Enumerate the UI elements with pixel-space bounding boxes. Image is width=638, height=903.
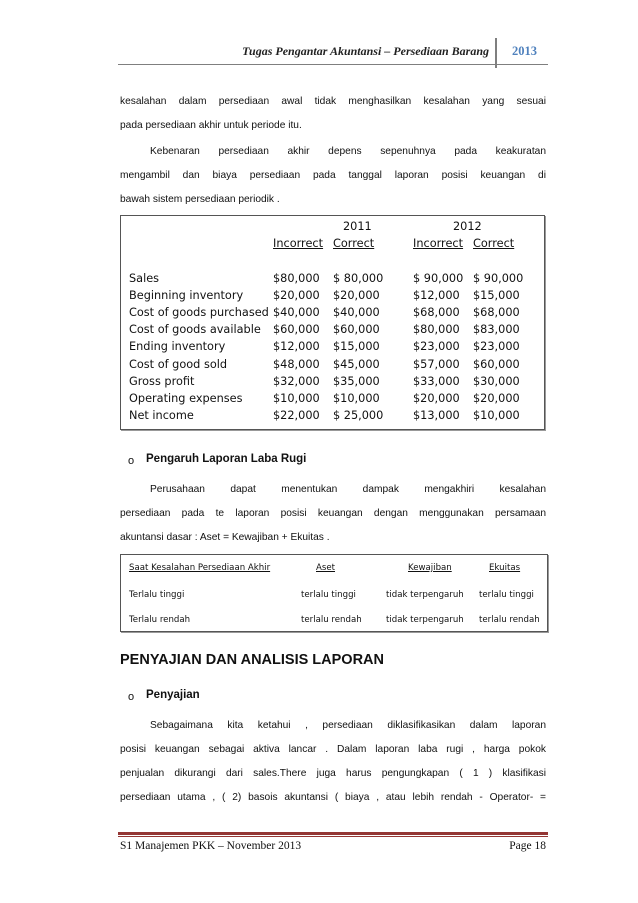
- year-2011: 2011: [343, 220, 372, 233]
- paragraph-1: [120, 90, 546, 138]
- text-line: mengambil dan biaya persediaan pada tanggal laporan posisi keuangan di: [120, 170, 546, 181]
- row-value: $35,000: [333, 374, 380, 388]
- row-value: $ 90,000: [473, 272, 524, 285]
- row-value: $10,000: [333, 391, 380, 405]
- text-line: posisi keuangan sebagai aktiva lancar . Dalam laporan laba rugi , harga pokok: [120, 744, 546, 755]
- row-value: $20,000: [413, 391, 460, 405]
- row-value: $68,000: [473, 306, 520, 320]
- text-line: Perusahaan dapat menentukan dampak mengakhiri kesalahan: [150, 484, 546, 495]
- row-label: Cost of goods purchased: [129, 306, 269, 320]
- row-value: $40,000: [333, 306, 380, 320]
- text-line: kesalahan dalam persediaan awal tidak menghasilkan kesalahan yang sesuai: [120, 96, 546, 107]
- year-2012: 2012: [453, 220, 482, 233]
- row-value: $48,000: [273, 357, 320, 371]
- footer-rule: [118, 832, 548, 835]
- table-cell: terlalu tinggi: [479, 590, 534, 600]
- row-value: $ 25,000: [333, 408, 384, 422]
- paragraph-2: [120, 140, 546, 212]
- row-value: $ 90,000: [413, 272, 464, 285]
- row-value: $12,000: [273, 340, 320, 354]
- table-cell: terlalu rendah: [301, 615, 362, 625]
- row-value: $80,000: [273, 272, 320, 285]
- table-cell: Terlalu rendah: [129, 615, 191, 625]
- subheading-presentation: Penyajian: [146, 689, 200, 701]
- col-header: Saat Kesalahan Persediaan Akhir: [129, 563, 271, 573]
- row-value: $20,000: [273, 289, 320, 303]
- text-line: persediaan utama , ( 2) basois akuntansi ( biaya , atau lebih rendah - Operator- =: [120, 792, 546, 803]
- row-value: $33,000: [413, 374, 460, 388]
- row-label: Gross profit: [129, 374, 195, 388]
- row-value: $12,000: [413, 289, 460, 303]
- table-cell: Terlalu tinggi: [129, 590, 185, 600]
- table-cell: terlalu rendah: [479, 615, 540, 625]
- row-label: Net income: [129, 408, 194, 422]
- row-label: Operating expenses: [129, 391, 243, 405]
- row-label: Cost of goods available: [129, 323, 261, 337]
- col-header: Kewajiban: [408, 563, 452, 573]
- row-label: Cost of good sold: [129, 357, 228, 371]
- page-header: [120, 38, 545, 64]
- row-value: $60,000: [273, 323, 320, 337]
- text-line: pada persediaan akhir untuk periode itu.: [120, 120, 302, 131]
- row-label: Ending inventory: [129, 340, 226, 354]
- col-header: Incorrect: [273, 237, 324, 250]
- col-header: Incorrect: [413, 237, 464, 250]
- text-line: Kebenaran persediaan akhir depens sepenuhnya pada keakuratan: [150, 146, 546, 157]
- text-line: Sebagaimana kita ketahui , persediaan diklasifikasikan dalam laporan: [150, 720, 546, 731]
- row-label: Beginning inventory: [129, 289, 244, 303]
- row-value: $45,000: [333, 357, 380, 371]
- row-value: $13,000: [413, 408, 460, 422]
- row-value: $23,000: [473, 340, 520, 354]
- row-value: $30,000: [473, 374, 520, 388]
- text-line: akuntansi dasar : Aset = Kewajiban + Ekuitas .: [120, 532, 330, 543]
- col-header: Ekuitas: [489, 563, 521, 573]
- footer-left: S1 Manajemen PKK – November 2013: [120, 840, 302, 852]
- col-header: Aset: [316, 563, 336, 573]
- bullet-marker: o: [128, 691, 135, 703]
- text-line: persediaan pada te laporan posisi keuangan dengan menggunakan persamaan: [120, 508, 546, 519]
- section-title: PENYAJIAN DAN ANALISIS LAPORAN: [120, 652, 384, 668]
- page-number: Page 18: [509, 840, 546, 852]
- row-value: $ 80,000: [333, 272, 384, 285]
- paragraph-4: [120, 714, 546, 810]
- header-year: 2013: [512, 44, 537, 58]
- row-value: $20,000: [473, 391, 520, 405]
- table-cell: tidak terpengaruh: [386, 590, 464, 600]
- row-value: $22,000: [273, 408, 320, 422]
- bullet-marker: o: [128, 455, 135, 467]
- row-value: $68,000: [413, 306, 460, 320]
- error-effect-table: [120, 554, 548, 632]
- col-header: Correct: [333, 237, 375, 250]
- row-value: $23,000: [413, 340, 460, 354]
- text-line: bawah sistem persediaan periodik .: [120, 194, 280, 205]
- row-value: $60,000: [333, 323, 380, 337]
- table-cell: terlalu tinggi: [301, 590, 356, 600]
- header-title: Tugas Pengantar Akuntansi – Persediaan Barang: [242, 44, 489, 58]
- row-value: $10,000: [473, 408, 520, 422]
- row-value: $10,000: [273, 391, 320, 405]
- subheading-income-effect: Pengaruh Laporan Laba Rugi: [146, 453, 307, 465]
- income-comparison-table: [120, 215, 545, 430]
- row-value: $20,000: [333, 289, 380, 303]
- row-value: $40,000: [273, 306, 320, 320]
- table-cell: tidak terpengaruh: [386, 615, 464, 625]
- row-value: $83,000: [473, 323, 520, 337]
- paragraph-3: [120, 478, 546, 550]
- row-value: $32,000: [273, 374, 320, 388]
- col-header: Correct: [473, 237, 515, 250]
- row-label: Sales: [129, 272, 160, 285]
- header-rule: [118, 64, 548, 65]
- row-value: $80,000: [413, 323, 460, 337]
- row-value: $60,000: [473, 357, 520, 371]
- row-value: $15,000: [333, 340, 380, 354]
- row-value: $15,000: [473, 289, 520, 303]
- footer-rule-thin: [118, 836, 548, 837]
- text-line: penjualan dikurangi dari sales.There juga harus pengungkapan ( 1 ) klasifikasi: [120, 768, 546, 779]
- row-value: $57,000: [413, 357, 460, 371]
